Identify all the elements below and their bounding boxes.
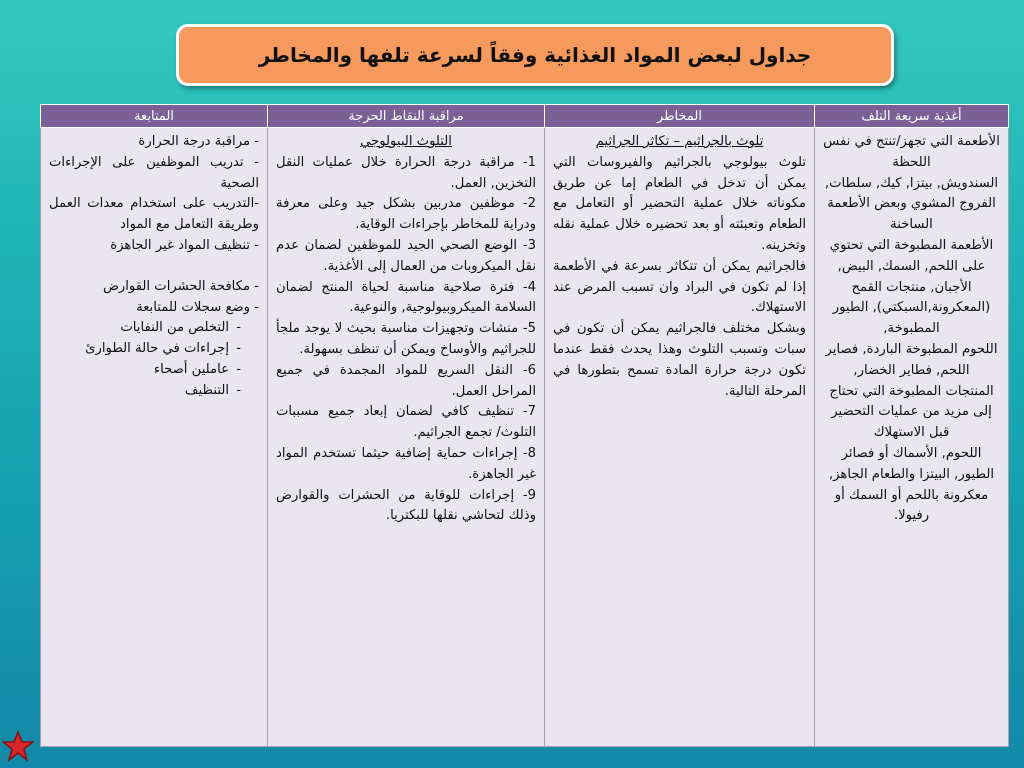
header-hazards: المخاطر bbox=[545, 105, 815, 128]
list-item: الأطعمة المطبوخة التي تحتوي على اللحم, السمك, البيض, الأجبان, منتجات القمح (المعكرونة,السبكتي), الطيور المطبوخة, bbox=[829, 237, 994, 337]
cell-perishable-foods bbox=[815, 128, 1009, 747]
list-item: - مكافحة الحشرات القوارض bbox=[102, 278, 259, 294]
list-item: 4- فترة صلاحية مناسبة لحياة المنتج لضمان السلامة الميكروبيولوجية, والنوعية. bbox=[276, 279, 536, 316]
sub-list-item: - التخلص من النفايات bbox=[49, 318, 259, 339]
list-item: اللحوم, الأسماك أو فصائر الطيور, البيتزا والطعام الجاهز, معكرونة باللحم أو السمك أو رفيولا. bbox=[828, 445, 995, 524]
list-item: الأطعمة التي تجهز/تنتج في نفس اللحظة bbox=[823, 134, 1000, 170]
title-banner bbox=[176, 24, 894, 86]
list-item: 1- مراقبة درجة الحرارة خلال عمليات النقل التخزين, العمل. bbox=[276, 154, 536, 191]
cell-follow-up bbox=[41, 128, 268, 747]
list-item: وبشكل مختلف فالجراثيم يمكن أن تكون في سبات وتسبب التلوث وهذا يحدث فقط عندما تكون درجة حرارة المادة تسمح بتطورها في المرحلة التالية. bbox=[553, 321, 806, 399]
page-title: جداول لبعض المواد الغذائية وفقاً لسرعة تلفها والمخاطر bbox=[258, 43, 812, 67]
sub-list-item: - عاملين أصحاء bbox=[49, 360, 259, 381]
header-critical-control: مراقبة النقاط الحرجة bbox=[268, 105, 545, 128]
list-item: 2- موظفين مدربين بشكل جيد وعلى معرفة ودراية للمخاطر بإجراءات الوقاية. bbox=[276, 196, 536, 233]
list-item: السندويش, بيتزا, كيك, سلطات, الفروج المشوي وبعض الأطعمة الساخنة bbox=[824, 175, 999, 233]
cell-hazards bbox=[545, 128, 815, 747]
table-row bbox=[41, 128, 1009, 747]
list-item: 7- تنظيف كافي لضمان إبعاد جميع مسببات التلوث/ تجمع الجراثيم. bbox=[276, 404, 536, 441]
list-item: المنتجات المطبوخة التي تحتاج إلى مزيد من عمليات التحضير قبل الاستهلاك bbox=[829, 383, 994, 441]
list-item: - وضع سجلات للمتابعة bbox=[136, 299, 259, 315]
list-item: فالجراثيم يمكن أن تتكاثر بسرعة في الأطعمة إذا لم تكون في البراد وان تسبب المرض عند الاستهلاك. bbox=[553, 258, 806, 316]
sub-list-item: - إجراءات في حالة الطوارئ bbox=[49, 339, 259, 360]
list-item: 3- الوضع الصحي الجيد للموظفين لضمان عدم نقل الميكروبات من العمال إلى الأغذية. bbox=[276, 237, 536, 274]
cell-critical-control bbox=[268, 128, 545, 747]
hazard-table bbox=[40, 104, 1009, 747]
list-item: اللحوم المطبوخة الباردة, فصاير اللحم, فطاير الخضار, bbox=[825, 341, 998, 378]
sub-list-item: - التنظيف bbox=[49, 381, 259, 402]
list-item: 6- النقل السريع للمواد المجمدة في جميع المراحل العمل. bbox=[276, 362, 536, 399]
list-item: 8- إجراءات حماية إضافية حيثما تستخدم المواد غير الجاهزة. bbox=[276, 445, 536, 482]
list-item: - تدريب الموظفين على الإجراءات الصحية bbox=[49, 154, 259, 191]
header-follow-up: المتابعة bbox=[41, 105, 268, 128]
table-header-row bbox=[41, 105, 1009, 128]
list-item: 5- منشات وتجهيزات مناسبة بحيث لا يوجد ملجأ للجراثيم والأوساخ ويمكن أن تنظف بسهولة. bbox=[276, 321, 536, 357]
star-icon[interactable] bbox=[2, 730, 34, 762]
list-item: 9- إجراءات للوقاية من الحشرات والقوارض وذلك لتحاشي نقلها للبكتريا. bbox=[276, 487, 536, 524]
header-perishable-foods: أغذية سريعة التلف bbox=[815, 105, 1009, 128]
list-item: -التدريب على استخدام معدات العمل وطريقة التعامل مع المواد bbox=[49, 196, 259, 233]
control-heading: التلوث البيولوجي bbox=[360, 134, 452, 149]
hazard-heading: تلوث بالجراثيم – تكاثر الجراثيم bbox=[595, 134, 764, 149]
list-item: - مراقبة درجة الحرارة bbox=[138, 134, 259, 149]
list-item: - تنظيف المواد غير الجاهزة bbox=[110, 237, 259, 253]
list-item: تلوث بيولوجي بالجراثيم والفيروسات التي يمكن أن تدخل في الطعام إما عن طريق مكوناته خلال عملية التحضير أو التعامل مع الطعام وتعبئته أو بعد تحضيره خلال عملية نقله وتخزينه. bbox=[553, 154, 806, 253]
